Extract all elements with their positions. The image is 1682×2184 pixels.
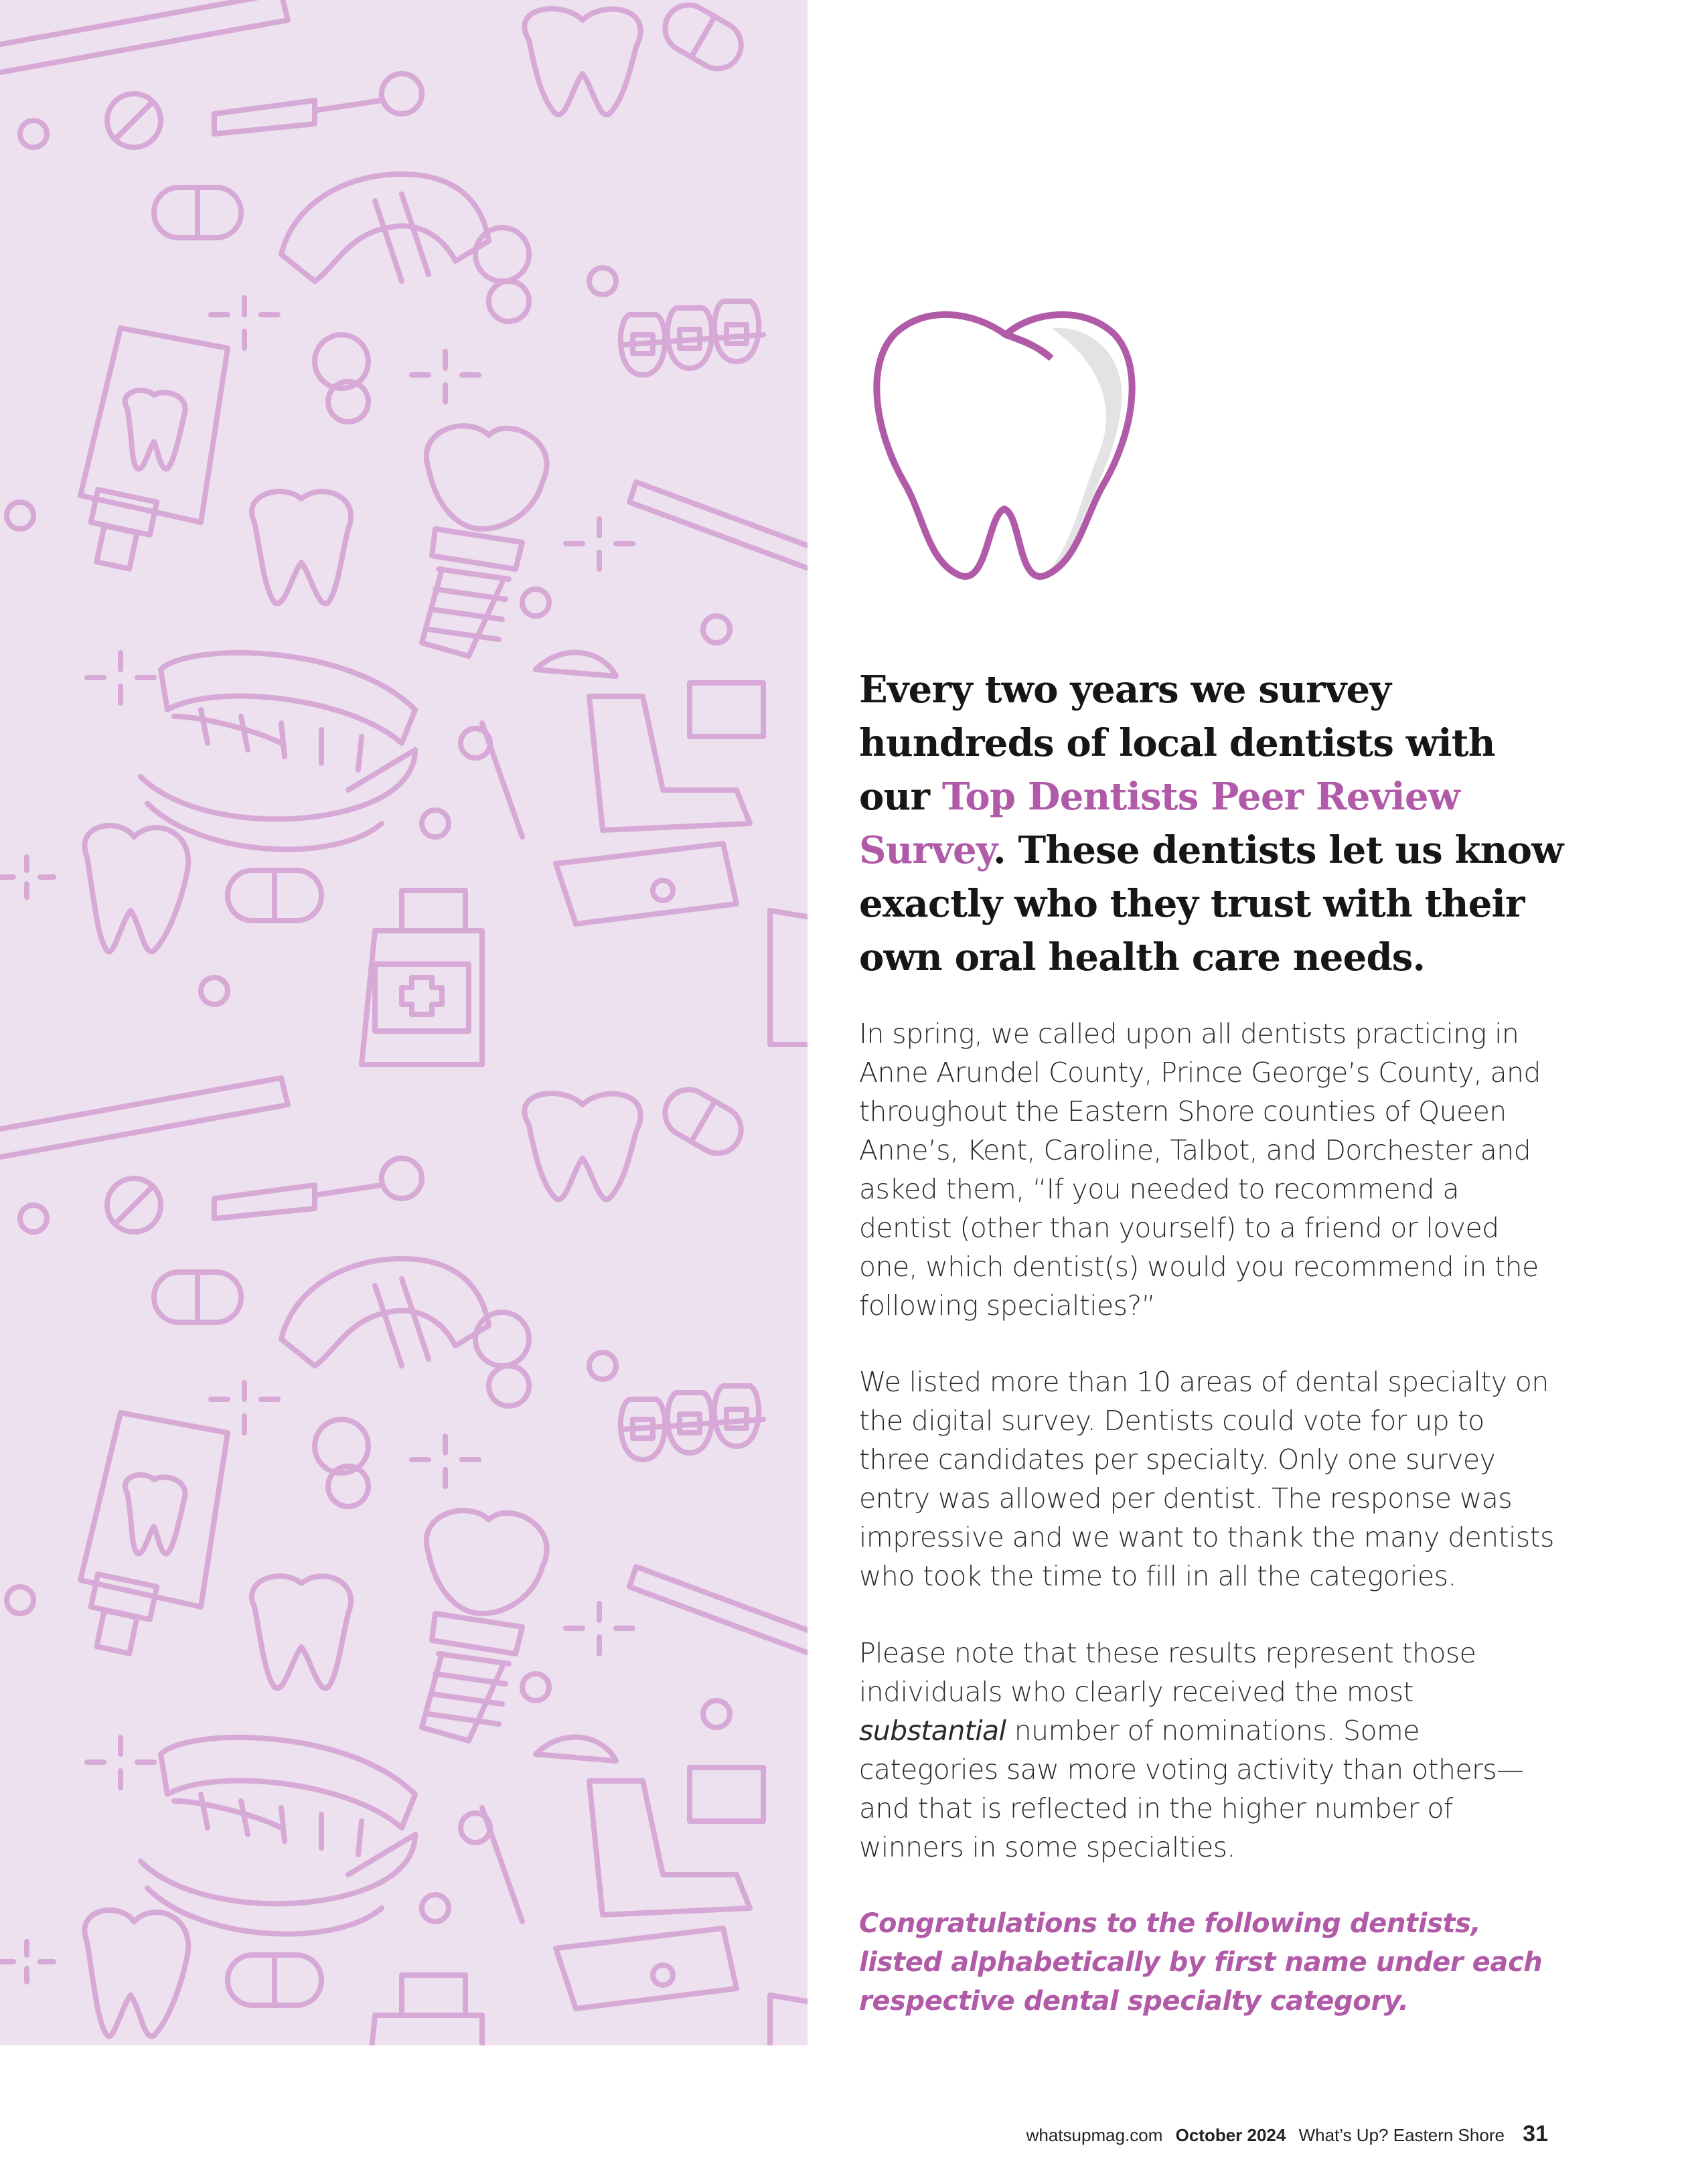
page-footer — [1026, 2121, 1548, 2147]
body-paragraph-1: In spring, we called upon all dentists practicing in Anne Arundel County, Prince George’s County, and throughout the Eastern Shore counties of Queen Anne’s, Kent, Caroline, Talbot, and Dorchester and asked them, “If you needed to recommend a dentist (other than yourself) to a friend or loved one, which dentist(s) would you recommend in the following specialties?” — [859, 1018, 1541, 1322]
tooth-icon — [850, 295, 1158, 589]
footer-publication-name: What’s Up? Eastern Shore — [1298, 2125, 1505, 2145]
survey-name-highlight: Top Dentists Peer Review Survey — [859, 775, 1460, 872]
body-paragraph-3 — [859, 1634, 1555, 1867]
decorative-dental-pattern — [0, 0, 808, 2045]
footer-website: whatsupmag.com — [1026, 2125, 1163, 2145]
body-paragraph-2: We listed more than 10 areas of dental specialty on the digital survey. Dentists could vote for up to three candidates per specialty. Only one survey entry was allowed per dentist. The response was impressive and we want to thank the many dentists who took the time to fill in all the categories. — [859, 1366, 1554, 1592]
body-paragraph-3-text: Please note that these results represent those individuals who clearly received the most — [859, 1637, 1476, 1708]
lede-text: Every two years we survey hundreds of local dentists with our — [859, 668, 1495, 819]
footer-issue-date: October 2024 — [1175, 2125, 1286, 2145]
dental-pattern-icons — [0, 0, 808, 2045]
congratulations-callout: Congratulations to the following dentists, listed alphabetically by first name under each respective dental specialty category. — [859, 1908, 1543, 2017]
lede-paragraph — [859, 663, 1569, 984]
page-number: 31 — [1523, 2121, 1548, 2147]
lede-text-continued: . These dentists let us know exactly who they trust with their own oral health care needs. — [859, 828, 1563, 980]
body-paragraph-3-text-continued: number of nominations. Some categories saw more voting activity than others—and that is reflected in the higher number of winners in some specialties. — [859, 1715, 1524, 1863]
emphasis-text: substantial — [859, 1715, 1006, 1747]
